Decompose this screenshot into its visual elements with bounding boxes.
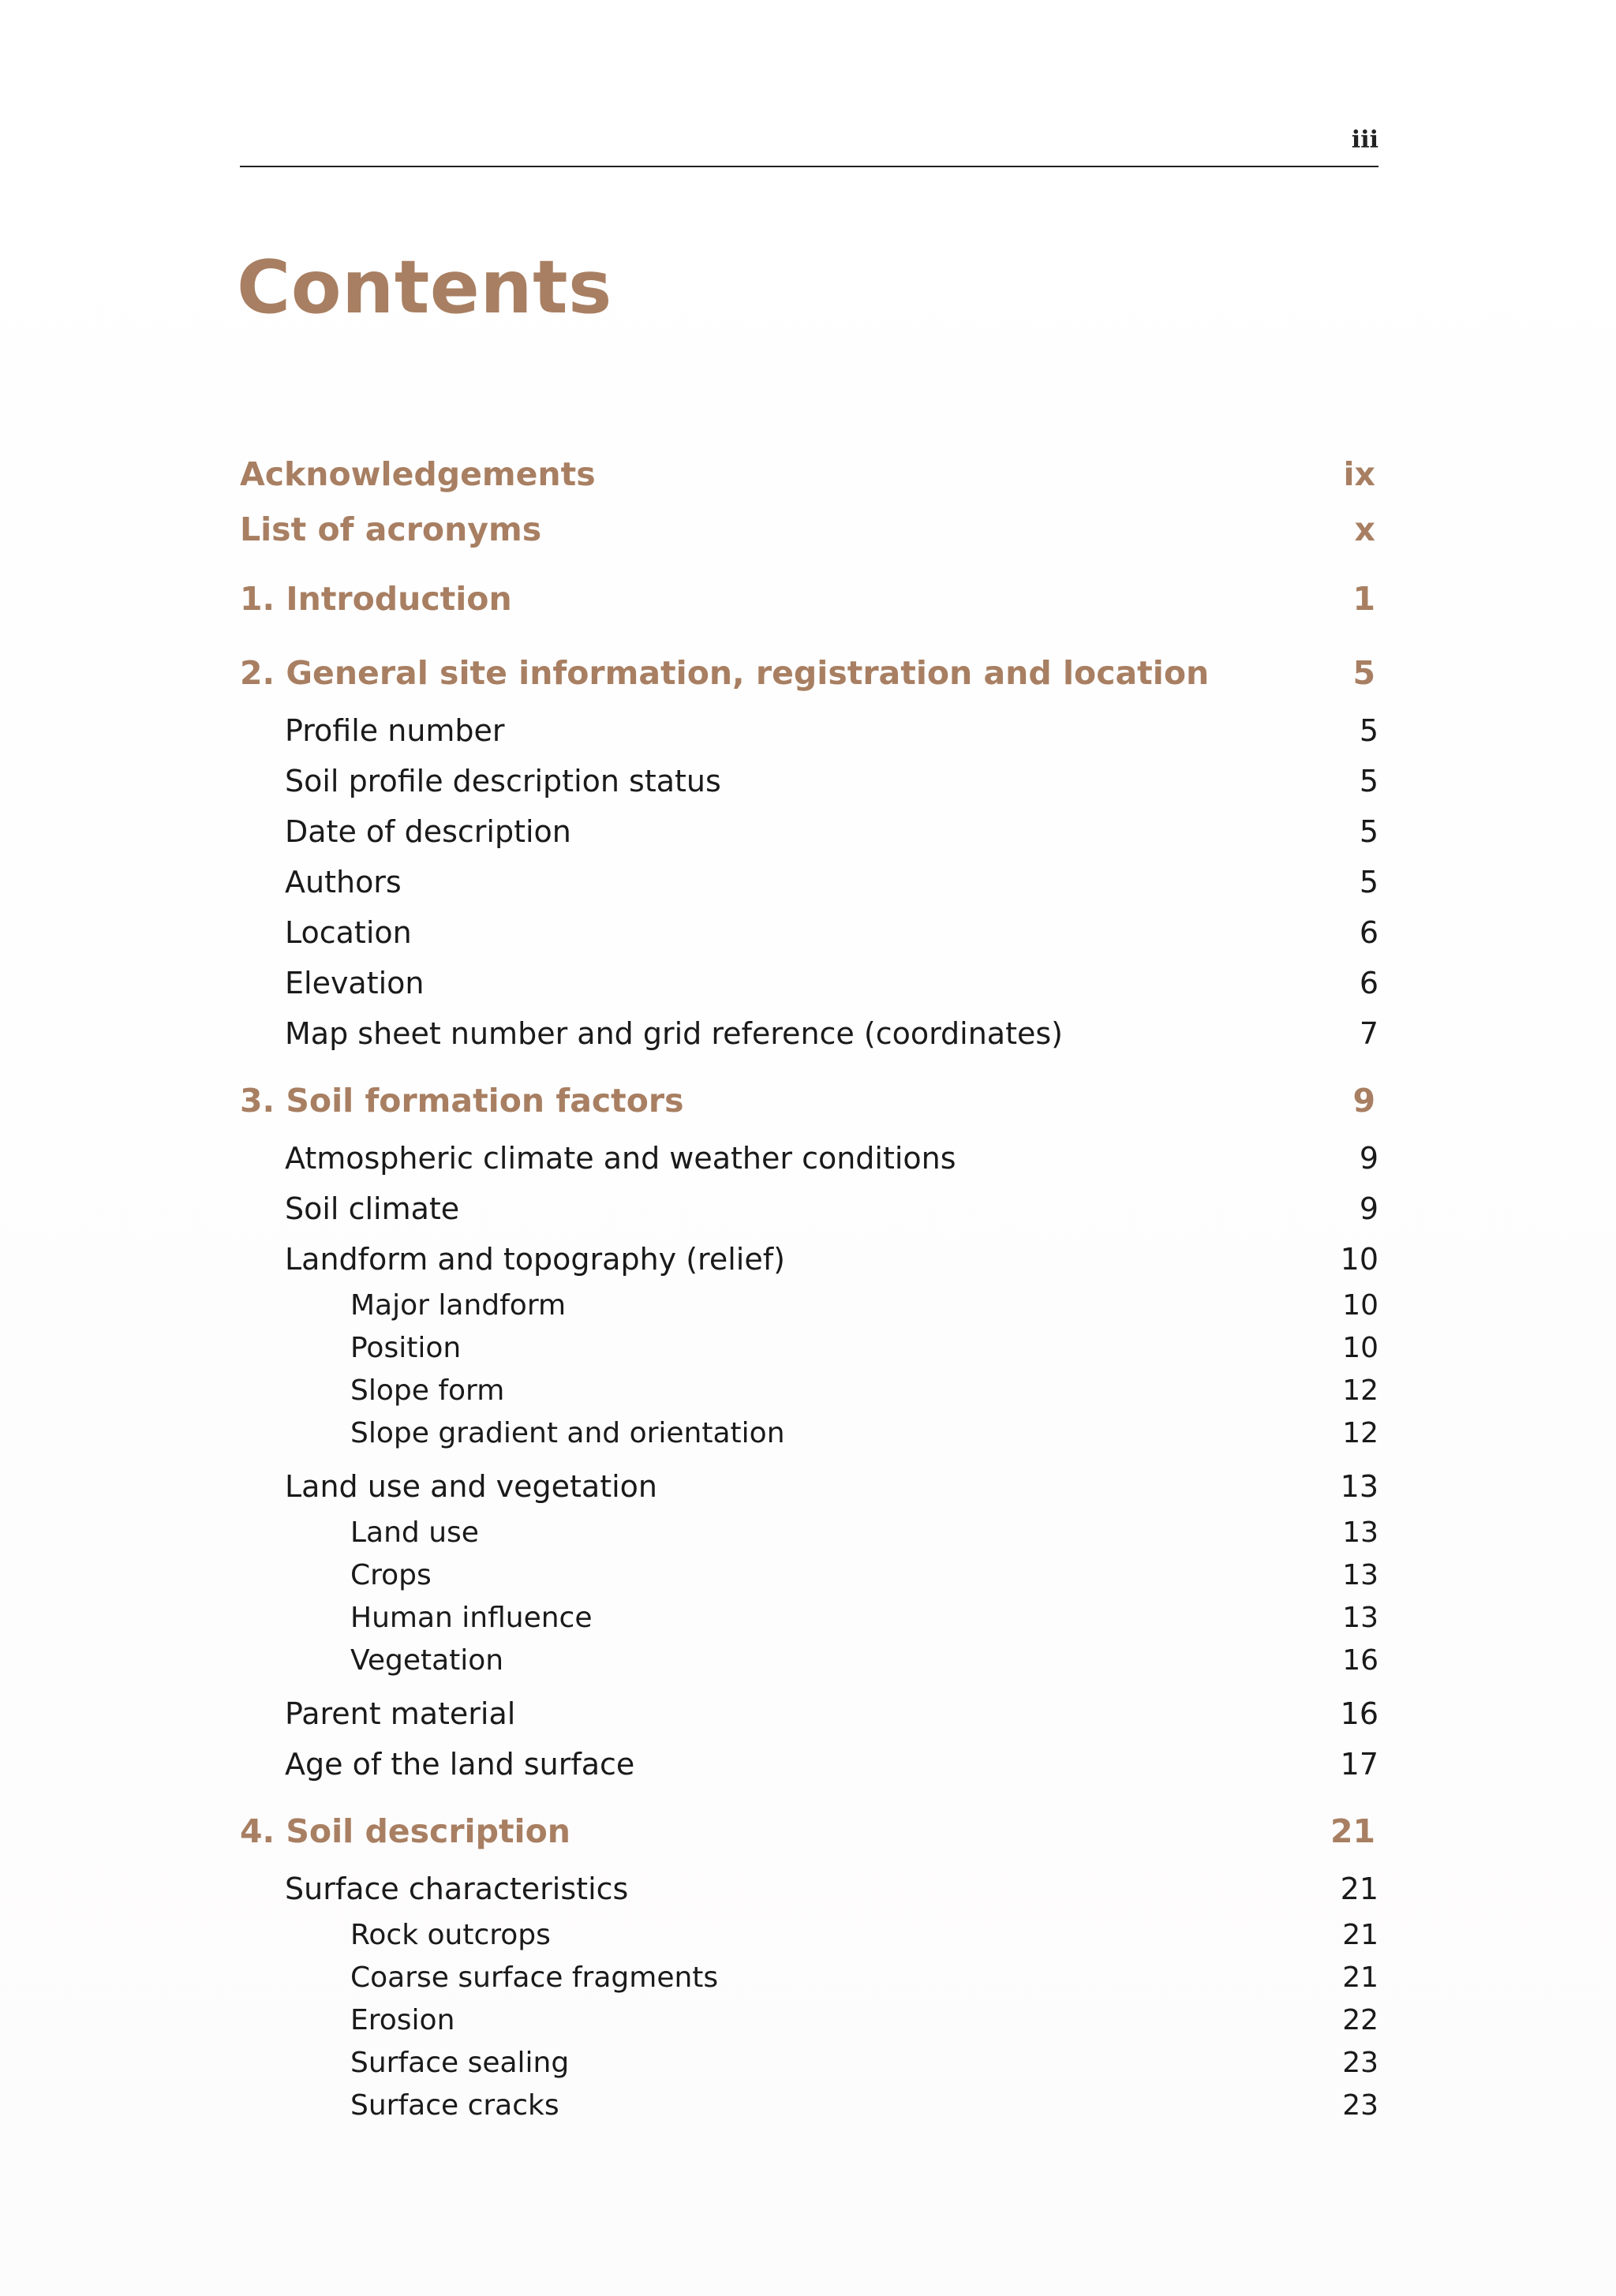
toc-entry-sub[interactable] (240, 1640, 1378, 1682)
toc-entry-label: Atmospheric climate and weather conditions (285, 1141, 956, 1176)
toc-entry-section[interactable] (240, 1864, 1378, 1914)
toc-entry-section[interactable] (240, 1461, 1378, 1512)
toc-entry-sub[interactable] (240, 1999, 1378, 2042)
toc-entry-label: List of acronyms (240, 510, 542, 548)
toc-entry-label: Acknowledgements (240, 455, 596, 493)
toc-entry-chapter[interactable] (240, 447, 1378, 502)
toc-entry-sub[interactable] (240, 1512, 1378, 1554)
toc-entry-label: Profile number (285, 713, 505, 748)
toc-entry-section[interactable] (240, 907, 1378, 958)
toc-entry-sub[interactable] (240, 1914, 1378, 1957)
toc-entry-label: Surface sealing (350, 2047, 570, 2079)
toc-entry-sub[interactable] (240, 1327, 1378, 1370)
toc-entry-label: Soil profile description status (285, 764, 721, 798)
toc-entry-page: ix (1343, 455, 1375, 493)
toc-entry-page: 22 (1342, 2004, 1378, 2036)
toc-entry-label: Location (285, 915, 412, 950)
header-rule (240, 166, 1378, 167)
toc-entry-label: Surface cracks (350, 2089, 559, 2122)
toc-entry-section[interactable] (240, 806, 1378, 857)
toc-entry-section[interactable] (240, 1133, 1378, 1184)
toc-entry-label: Soil climate (285, 1191, 460, 1226)
page-number: iii (1351, 126, 1378, 154)
toc-entry-section[interactable] (240, 705, 1378, 756)
toc-entry-label: Erosion (350, 2004, 455, 2036)
toc-entry-sub[interactable] (240, 1284, 1378, 1327)
toc-entry-label: Human influence (350, 1602, 593, 1634)
toc-entry-label: Land use (350, 1516, 479, 1549)
toc-entry-section[interactable] (240, 958, 1378, 1008)
toc-entry-section[interactable] (240, 1184, 1378, 1234)
toc-entry-page: 16 (1342, 1644, 1378, 1677)
toc-entry-page: 10 (1342, 1332, 1378, 1364)
toc-entry-sub[interactable] (240, 2085, 1378, 2127)
toc-entry-page: 17 (1340, 1747, 1378, 1782)
toc-entry-page: 21 (1342, 1919, 1378, 1951)
toc-entry-label: Slope gradient and orientation (350, 1417, 785, 1449)
page-title: Contents (237, 245, 612, 330)
toc-entry-page: 21 (1342, 1961, 1378, 1994)
toc-entry-page: 10 (1342, 1289, 1378, 1322)
toc-entry-label: Age of the land surface (285, 1747, 635, 1782)
toc-entry-label: Rock outcrops (350, 1919, 551, 1951)
toc-entry-page: 23 (1342, 2089, 1378, 2122)
toc-entry-label: 2. General site information, registration and location (240, 654, 1210, 692)
toc-entry-sub[interactable] (240, 1370, 1378, 1412)
toc-entry-chapter[interactable] (240, 567, 1378, 631)
toc-entry-page: 16 (1340, 1696, 1378, 1731)
toc-entry-label: Slope form (350, 1374, 505, 1407)
toc-entry-page: 23 (1342, 2047, 1378, 2079)
toc-entry-section[interactable] (240, 756, 1378, 806)
toc-entry-page: 13 (1342, 1602, 1378, 1634)
toc-entry-page: x (1354, 510, 1375, 548)
toc-entry-page: 7 (1359, 1016, 1378, 1051)
toc-entry-page: 13 (1342, 1559, 1378, 1591)
toc-entry-label: Surface characteristics (285, 1872, 629, 1906)
toc-entry-chapter[interactable] (240, 502, 1378, 557)
toc-entry-page: 9 (1359, 1141, 1378, 1176)
toc-entry-sub[interactable] (240, 1957, 1378, 1999)
toc-entry-chapter[interactable] (240, 641, 1378, 705)
toc-entry-chapter[interactable] (240, 1068, 1378, 1133)
toc-entry-label: 3. Soil formation factors (240, 1082, 684, 1120)
toc-entry-chapter[interactable] (240, 1799, 1378, 1864)
toc-entry-sub[interactable] (240, 2042, 1378, 2085)
toc-entry-label: Elevation (285, 966, 425, 1000)
toc-entry-label: Landform and topography (relief) (285, 1242, 785, 1277)
toc-entry-page: 12 (1342, 1374, 1378, 1407)
toc-entry-label: 4. Soil description (240, 1812, 570, 1850)
toc-entry-label: Land use and vegetation (285, 1469, 657, 1504)
toc-entry-page: 5 (1359, 865, 1378, 899)
toc-entry-sub[interactable] (240, 1412, 1378, 1455)
toc-entry-page: 21 (1340, 1872, 1378, 1906)
toc-entry-page: 5 (1359, 764, 1378, 798)
table-of-contents (240, 447, 1378, 2127)
toc-entry-label: 1. Introduction (240, 580, 512, 618)
toc-entry-page: 13 (1340, 1469, 1378, 1504)
toc-entry-label: Map sheet number and grid reference (coordinates) (285, 1016, 1063, 1051)
toc-entry-page: 9 (1352, 1082, 1375, 1120)
toc-entry-section[interactable] (240, 857, 1378, 907)
toc-entry-page: 12 (1342, 1417, 1378, 1449)
toc-entry-section[interactable] (240, 1688, 1378, 1739)
toc-entry-label: Major landform (350, 1289, 567, 1322)
toc-entry-section[interactable] (240, 1739, 1378, 1789)
toc-entry-page: 10 (1340, 1242, 1378, 1277)
toc-entry-page: 1 (1352, 580, 1375, 618)
toc-entry-label: Parent material (285, 1696, 516, 1731)
toc-entry-label: Vegetation (350, 1644, 504, 1677)
toc-entry-section[interactable] (240, 1234, 1378, 1284)
toc-entry-label: Position (350, 1332, 462, 1364)
toc-entry-page: 13 (1342, 1516, 1378, 1549)
toc-entry-section[interactable] (240, 1008, 1378, 1059)
toc-entry-label: Coarse surface fragments (350, 1961, 719, 1994)
toc-entry-page: 9 (1359, 1191, 1378, 1226)
toc-entry-page: 5 (1352, 654, 1375, 692)
toc-entry-page: 6 (1359, 915, 1378, 950)
toc-entry-sub[interactable] (240, 1554, 1378, 1597)
toc-entry-page: 5 (1359, 814, 1378, 849)
toc-entry-label: Date of description (285, 814, 571, 849)
toc-entry-page: 6 (1359, 966, 1378, 1000)
toc-entry-label: Authors (285, 865, 402, 899)
toc-entry-label: Crops (350, 1559, 432, 1591)
toc-entry-sub[interactable] (240, 1597, 1378, 1640)
toc-entry-page: 5 (1359, 713, 1378, 748)
toc-entry-page: 21 (1330, 1812, 1375, 1850)
